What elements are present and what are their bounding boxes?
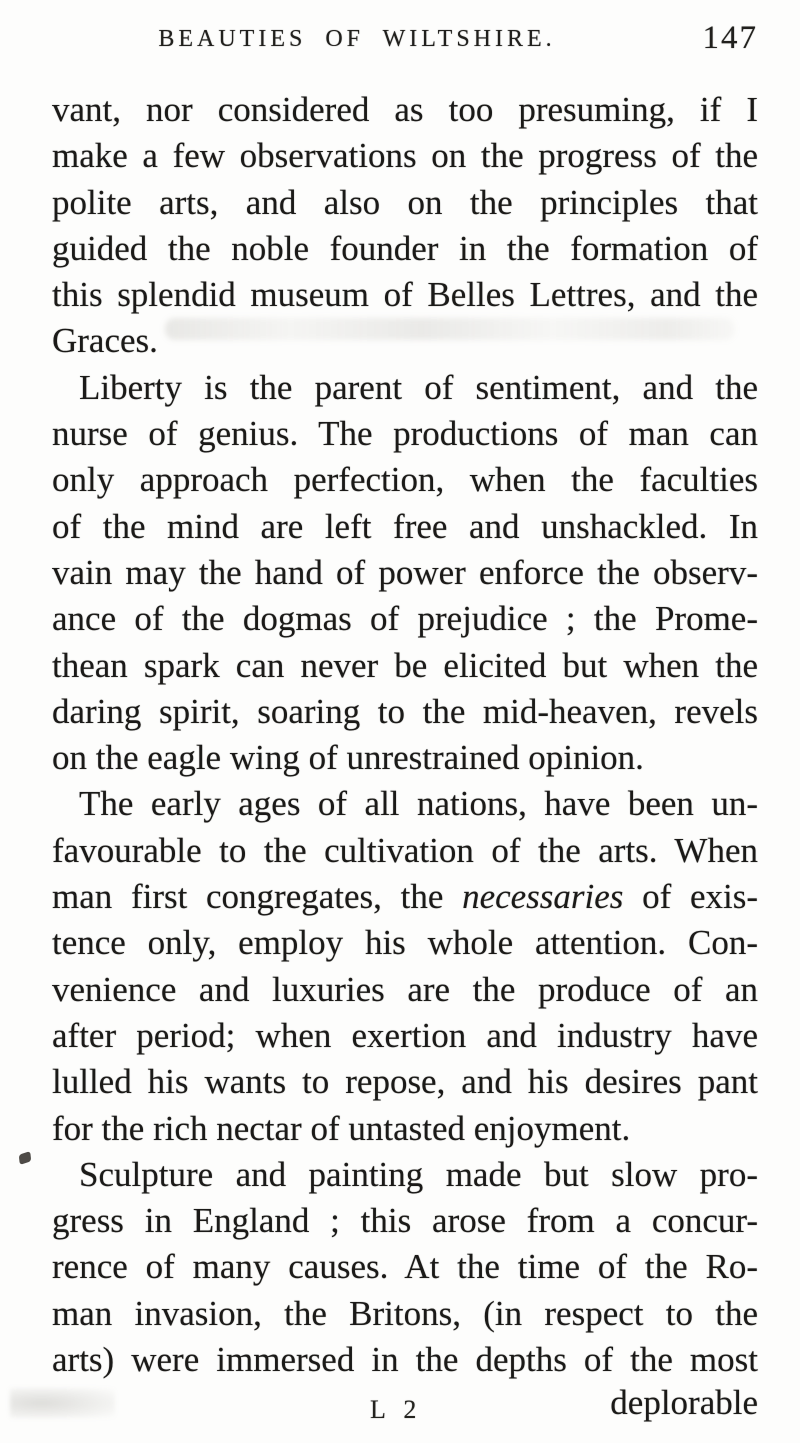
text-line [52, 874, 758, 920]
text-line: vant, nor considered as too presuming, if I [52, 90, 758, 129]
body-text [52, 87, 758, 1383]
text-line: nurse of genius. The productions of man can [52, 414, 758, 454]
text-line: venience and luxuries are the produce of an [52, 969, 758, 1009]
text-line: only approach perfection, when the faculties [52, 460, 758, 500]
page-footer [52, 1383, 758, 1433]
page-number: 147 [702, 20, 758, 56]
text-line: this splendid museum of Belles Lettres, and the [52, 275, 758, 315]
scan-smudge [10, 1388, 115, 1418]
signature-mark: L 2 [370, 1395, 423, 1424]
text-line: Liberty is the parent of sentiment, and the [79, 367, 758, 407]
text-line: polite arts, and also on the principles that [52, 182, 758, 222]
text-line: tence only, employ his whole attention. Con- [52, 923, 758, 963]
catchword: deplorable [610, 1383, 758, 1422]
ink-speck-mark [19, 1151, 31, 1165]
text-line: Sculpture and painting made but slow pro- [79, 1154, 758, 1194]
text-line: favourable to the cultivation of the arts. When [52, 830, 758, 870]
text-line: guided the noble founder in the formation of [52, 228, 758, 268]
text-line: of the mind are left free and unshackled. In [52, 506, 758, 546]
italic-word-necessaries: necessaries [462, 877, 624, 917]
text-line: Graces. [52, 321, 158, 361]
text-line: lulled his wants to repose, and his desires pant [52, 1062, 758, 1102]
text-line: vain may the hand of power enforce the observ- [52, 552, 758, 592]
text-line: man invasion, the Britons, (in respect to the [52, 1293, 758, 1333]
text-segment: man first congregates, the [52, 877, 444, 917]
text-line: on the eagle wing of unrestrained opinion. [52, 738, 644, 778]
text-line: for the rich nectar of untasted enjoyment. [52, 1108, 631, 1148]
text-line: gress in England ; this arose from a concur- [52, 1201, 758, 1241]
header-title: BEAUTIES OF WILTSHIRE. [158, 26, 556, 52]
scan-smudge [165, 318, 735, 340]
text-line: ance of the dogmas of prejudice ; the Prome- [52, 599, 758, 639]
text-segment: of exis- [642, 877, 759, 917]
text-line: The early ages of all nations, have been un- [79, 784, 758, 824]
text-line: after period; when exertion and industry have [52, 1015, 758, 1055]
text-line: make a few observations on the progress of the [52, 136, 758, 176]
text-line: daring spirit, soaring to the mid-heaven, revels [52, 691, 758, 731]
text-line: arts) were immersed in the depths of the most [52, 1340, 758, 1380]
text-line: rence of many causes. At the time of the Ro- [52, 1247, 758, 1287]
text-line: thean spark can never be elicited but when the [52, 645, 758, 685]
running-header [52, 20, 758, 56]
